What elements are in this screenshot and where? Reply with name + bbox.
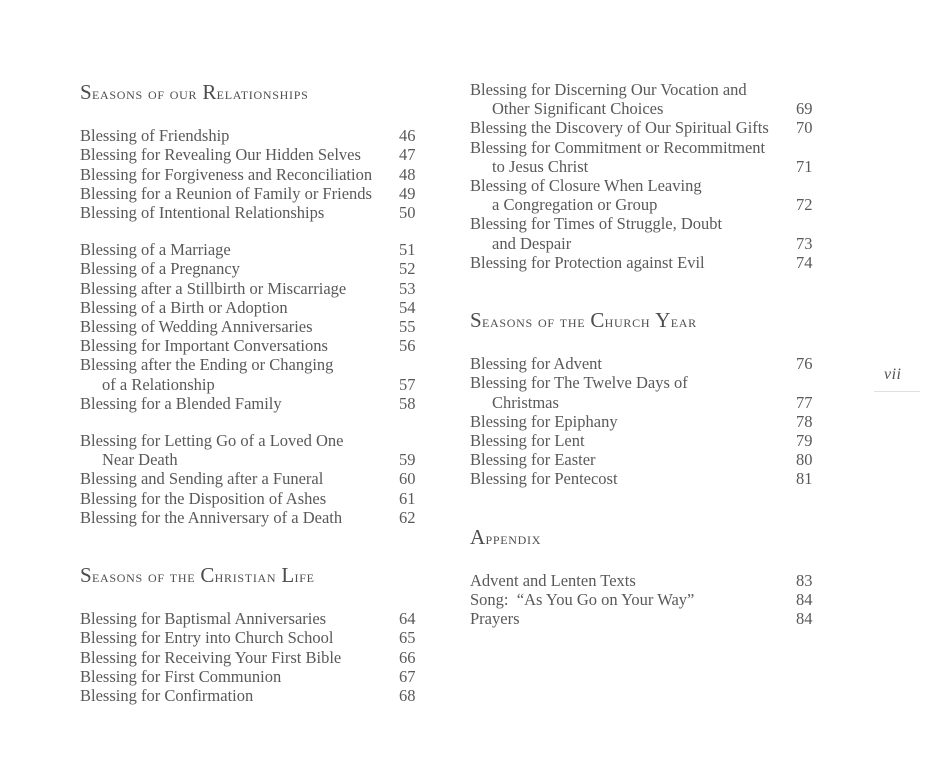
toc-group xyxy=(80,240,416,413)
section-heading: Seasons of the Church Year xyxy=(470,308,697,333)
section-heading: Seasons of the Christian Life xyxy=(80,563,315,587)
toc-entry[interactable] xyxy=(470,411,813,431)
toc-entry-page-number: 52 xyxy=(399,259,416,279)
toc-group xyxy=(470,80,813,272)
toc-entry-page-number: 58 xyxy=(399,393,416,413)
toc-entry[interactable] xyxy=(80,469,416,489)
toc-entry-title: Blessing and Sending after a Funeral xyxy=(80,469,324,489)
toc-entry[interactable] xyxy=(470,469,813,489)
section-heading: Seasons of our Relationships xyxy=(80,80,309,104)
toc-entry[interactable] xyxy=(80,336,416,356)
toc-entry[interactable] xyxy=(80,355,416,394)
toc-entry-title: Blessing for Revealing Our Hidden Selves xyxy=(80,145,361,165)
toc-entry-page-number: 84 xyxy=(796,609,813,629)
toc-entry-page-number: 71 xyxy=(796,156,813,176)
toc-entry-title: Blessing for Discerning Our Vocation and xyxy=(470,80,747,99)
toc-entry[interactable] xyxy=(470,176,813,215)
toc-group xyxy=(80,126,416,222)
toc-entry-title: Advent and Lenten Texts xyxy=(470,570,636,590)
toc-entry[interactable] xyxy=(80,183,416,203)
toc-entry-title: Blessing for Baptismal Anniversaries xyxy=(80,609,327,629)
toc-entry[interactable] xyxy=(80,488,416,508)
toc-entry-page-number: 80 xyxy=(796,450,813,470)
toc-entry-page-number: 57 xyxy=(399,374,416,394)
toc-entry-title: Blessing for the Disposition of Ashes xyxy=(80,488,327,508)
folio-rule xyxy=(874,391,920,392)
toc-entry-title: Blessing for Protection against Evil xyxy=(470,252,705,272)
toc-entry[interactable] xyxy=(470,609,813,629)
toc-group xyxy=(470,354,813,489)
toc-entry-page-number: 53 xyxy=(399,278,416,298)
toc-entry-title-continuation: Other Significant Choices xyxy=(492,99,664,119)
toc-group xyxy=(470,570,813,629)
toc-entry[interactable] xyxy=(80,240,416,260)
toc-entry-title: Song: “As You Go on Your Way” xyxy=(470,589,695,609)
toc-entry[interactable] xyxy=(80,507,416,527)
toc-entry-page-number: 49 xyxy=(399,183,416,203)
toc-entry-page-number: 47 xyxy=(399,145,416,165)
toc-entry-page-number: 73 xyxy=(796,233,813,253)
toc-column-right xyxy=(470,80,813,646)
toc-entry-page-number: 83 xyxy=(796,570,813,590)
toc-entry-title-continuation: and Despair xyxy=(492,233,572,253)
toc-entry[interactable] xyxy=(470,354,813,374)
toc-entry-title: Blessing of a Pregnancy xyxy=(80,259,240,279)
toc-entry-title: Blessing for Receiving Your First Bible xyxy=(80,647,342,667)
toc-entry-title-continuation: Christmas xyxy=(492,392,559,412)
toc-entry[interactable] xyxy=(80,259,416,279)
toc-entry[interactable] xyxy=(470,137,813,176)
toc-entry[interactable] xyxy=(80,316,416,336)
toc-entry-title: Blessing for a Blended Family xyxy=(80,393,282,413)
toc-entry[interactable] xyxy=(80,647,416,667)
toc-entry-title: Blessing after the Ending or Changing xyxy=(80,355,334,375)
toc-entry-title: Blessing for Advent xyxy=(470,354,602,374)
toc-entry-title: Blessing for a Reunion of Family or Friends xyxy=(80,183,372,203)
toc-entry[interactable] xyxy=(80,126,416,146)
toc-entry-title: Blessing of Wedding Anniversaries xyxy=(80,316,313,336)
toc-entry[interactable] xyxy=(80,278,416,298)
toc-entry[interactable] xyxy=(470,430,813,450)
toc-entry[interactable] xyxy=(80,164,416,184)
toc-entry-page-number: 68 xyxy=(399,685,416,705)
toc-entry-page-number: 55 xyxy=(399,316,416,336)
toc-entry-title: Blessing of Intentional Relationships xyxy=(80,202,325,222)
toc-entry-page-number: 72 xyxy=(796,195,813,215)
toc-entry-page-number: 51 xyxy=(399,240,416,260)
toc-entry[interactable] xyxy=(80,202,416,222)
toc-entry-page-number: 54 xyxy=(399,297,416,317)
toc-entry[interactable] xyxy=(470,252,813,272)
toc-entry-title: Blessing for Pentecost xyxy=(470,469,618,489)
toc-group xyxy=(80,430,416,527)
toc-entry-title: Blessing for First Communion xyxy=(80,666,282,686)
toc-entry[interactable] xyxy=(80,609,416,629)
toc-entry[interactable] xyxy=(80,430,416,470)
toc-entry-page-number: 77 xyxy=(796,392,813,412)
toc-entry-page-number: 74 xyxy=(796,252,813,272)
toc-entry-title: Blessing for the Anniversary of a Death xyxy=(80,507,343,527)
toc-entry-page-number: 81 xyxy=(796,469,813,489)
toc-entry-page-number: 46 xyxy=(399,126,416,146)
toc-entry[interactable] xyxy=(470,589,813,609)
toc-entry[interactable] xyxy=(470,373,813,412)
toc-entry-title: Blessing for Confirmation xyxy=(80,685,254,705)
toc-entry[interactable] xyxy=(80,393,416,413)
toc-entry[interactable] xyxy=(470,214,813,253)
toc-entry-title: Blessing for Times of Struggle, Doubt xyxy=(470,214,723,234)
toc-entry[interactable] xyxy=(470,570,813,590)
toc-entry-page-number: 79 xyxy=(796,430,813,450)
toc-entry-title-continuation: to Jesus Christ xyxy=(492,156,589,176)
toc-entry-page-number: 78 xyxy=(796,411,813,431)
toc-entry-page-number: 67 xyxy=(399,666,416,686)
toc-entry-page-number: 69 xyxy=(796,99,813,119)
toc-entry-page-number: 64 xyxy=(399,609,416,629)
toc-entry-title: Blessing for Lent xyxy=(470,430,585,450)
toc-entry-title: Blessing for Commitment or Recommitment xyxy=(470,137,766,157)
toc-entry[interactable] xyxy=(470,118,813,138)
toc-entry-title: Blessing for Important Conversations xyxy=(80,336,328,356)
toc-entry[interactable] xyxy=(80,685,416,705)
toc-entry-page-number: 62 xyxy=(399,507,416,527)
page-folio: vii xyxy=(884,366,902,383)
toc-entry-page-number: 59 xyxy=(399,450,416,470)
toc-entry-page-number: 76 xyxy=(796,354,813,374)
toc-entry-title: Blessing for Epiphany xyxy=(470,411,618,431)
toc-entry-page-number: 60 xyxy=(399,469,416,489)
toc-group xyxy=(80,609,416,705)
toc-entry-page-number: 48 xyxy=(399,164,416,184)
toc-entry-title: Blessing of Friendship xyxy=(80,126,230,146)
toc-entry-title: Blessing of Closure When Leaving xyxy=(470,176,702,196)
toc-entry-title: Blessing after a Stillbirth or Miscarriage xyxy=(80,278,347,298)
toc-entry-title: Blessing for Forgiveness and Reconciliation xyxy=(80,164,373,184)
toc-entry-title: Blessing for Entry into Church School xyxy=(80,628,334,648)
toc-entry-page-number: 66 xyxy=(399,647,416,667)
section-heading: Appendix xyxy=(470,524,542,549)
toc-entry[interactable] xyxy=(80,297,416,317)
toc-entry-title: Blessing for Letting Go of a Loved One xyxy=(80,430,344,450)
toc-entry-title: Prayers xyxy=(470,609,520,629)
toc-entry-page-number: 61 xyxy=(399,488,416,508)
toc-entry[interactable] xyxy=(470,450,813,470)
toc-entry-page-number: 65 xyxy=(399,628,416,648)
toc-entry-title-continuation: of a Relationship xyxy=(102,374,215,394)
toc-entry-page-number: 84 xyxy=(796,589,813,609)
toc-entry[interactable] xyxy=(80,145,416,165)
toc-column-left xyxy=(80,80,416,723)
toc-entry-page-number: 70 xyxy=(796,118,813,138)
toc-entry-title: Blessing for The Twelve Days of xyxy=(470,373,688,393)
toc-entry-page-number: 50 xyxy=(399,202,416,222)
toc-entry-title-continuation: Near Death xyxy=(102,450,178,470)
toc-entry-page-number: 56 xyxy=(399,336,416,356)
toc-entry-title: Blessing of a Birth or Adoption xyxy=(80,297,288,317)
toc-entry-title: Blessing for Easter xyxy=(470,450,596,470)
toc-entry[interactable] xyxy=(80,666,416,686)
toc-entry-title: Blessing the Discovery of Our Spiritual Gifts xyxy=(470,118,769,138)
toc-entry[interactable] xyxy=(80,628,416,648)
toc-entry[interactable] xyxy=(470,80,813,119)
toc-entry-title-continuation: a Congregation or Group xyxy=(492,195,658,215)
toc-entry-title: Blessing of a Marriage xyxy=(80,240,231,260)
